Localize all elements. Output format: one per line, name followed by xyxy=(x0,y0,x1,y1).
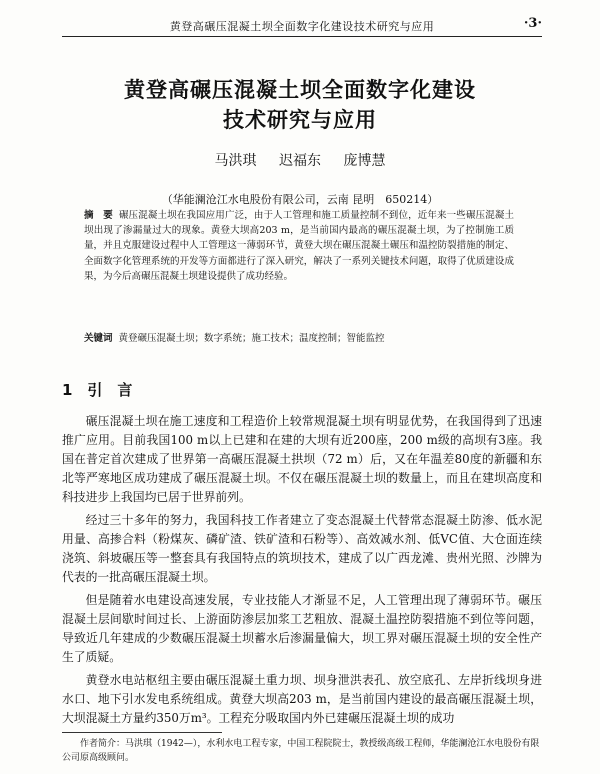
abstract xyxy=(84,208,514,284)
paper-title-line-1: 黄登高碾压混凝土坝全面数字化建设 xyxy=(124,78,476,102)
body-paragraph: 碾压混凝土坝在施工速度和工程造价上较常规混凝土坝有明显优势，在我国得到了迅速推广应用。目前我国100 m以上已建和在建的大坝有近200座，200 m级的高坝有3座。我国在普定首次建成了世界第一高碾压混凝土拱坝（72 m）后，又在年温差80度的新疆和东北等严寒地区成功建成了碾压混凝土坝。不仅在碾压混凝土坝的数量上，而且在建坝高度和科技进步上我国均已居于世界前列。 xyxy=(62,414,542,504)
section-heading-introduction: 1 引 言 xyxy=(62,381,133,399)
paper-title-line-2: 技术研究与应用 xyxy=(223,108,377,132)
abstract-label: 摘 要 xyxy=(84,210,113,221)
running-title: 黄登高碾压混凝土坝全面数字化建设技术研究与应用 xyxy=(169,20,435,33)
footnote-divider xyxy=(62,732,222,733)
author-footnote: 作者简介：马洪琪（1942—），水利水电工程专家，中国工程院院士，教授级高级工程师，华能澜沧江水电股份有限公司原高级顾问。 xyxy=(62,739,540,763)
body-paragraph: 黄登水电站枢纽主要由碾压混凝土重力坝、坝身泄洪表孔、放空底孔、左岸折线坝身进水口、地下引水发电系统组成。黄登大坝高203 m，是当前国内建设的最高碾压混凝土坝，大坝混凝土方量约350万m³。工程充分吸取国内外已建碾压混凝土坝的成功 xyxy=(62,673,542,725)
body-paragraph: 经过三十多年的努力，我国科技工作者建立了变态混凝土代替常态混凝土防渗、低水泥用量、高掺合料（粉煤灰、磷矿渣、铁矿渣和石粉等）、高效减水剂、低VC值、大仓面连续浇筑、斜坡碾压等一整套具有我国特点的筑坝技术，建成了以广西龙滩、贵州光照、沙牌为代表的一批高碾压混凝土坝。 xyxy=(62,513,542,584)
authors: 马洪琪 迟福东 庞博慧 xyxy=(214,153,386,169)
affiliation: （华能澜沧江水电股份有限公司，云南 昆明 650214） xyxy=(161,193,439,206)
keywords xyxy=(84,331,514,346)
keywords-text: 黄登碾压混凝土坝；数字系统；施工技术；温度控制；智能监控 xyxy=(118,333,385,344)
page-number: ·3· xyxy=(523,16,542,31)
abstract-text: 碾压混凝土坝在我国应用广泛，由于人工管理和施工质量控制不到位，近年来一些碾压混凝土坝出现了渗漏量过大的现象。黄登大坝高203 m，是当前国内最高的碾压混凝土坝，为了控制施工质量，并且克服建设过程中人工管理这一薄弱环节，黄登大坝在碾压混凝土碾压和温控防裂措施的制定、全面数字化管理系统的开发等方面都进行了深入研究，解决了一系列关键技术问题，取得了优质建设成果，为今后高碾压混凝土坝建设提供了成功经验。 xyxy=(84,210,514,282)
body-text xyxy=(62,412,542,732)
running-header xyxy=(62,14,542,37)
keywords-label: 关键词 xyxy=(84,333,113,344)
body-paragraph: 但是随着水电建设高速发展，专业技能人才渐显不足，人工管理出现了薄弱环节。碾压混凝土层间歇时间过长、上游面防渗层加浆工艺粗放、混凝土温控防裂措施不到位等问题，导致近几年建成的少数碾压混凝土坝蓄水后渗漏量偏大，坝工界对碾压混凝土坝的安全性产生了质疑。 xyxy=(62,593,542,664)
